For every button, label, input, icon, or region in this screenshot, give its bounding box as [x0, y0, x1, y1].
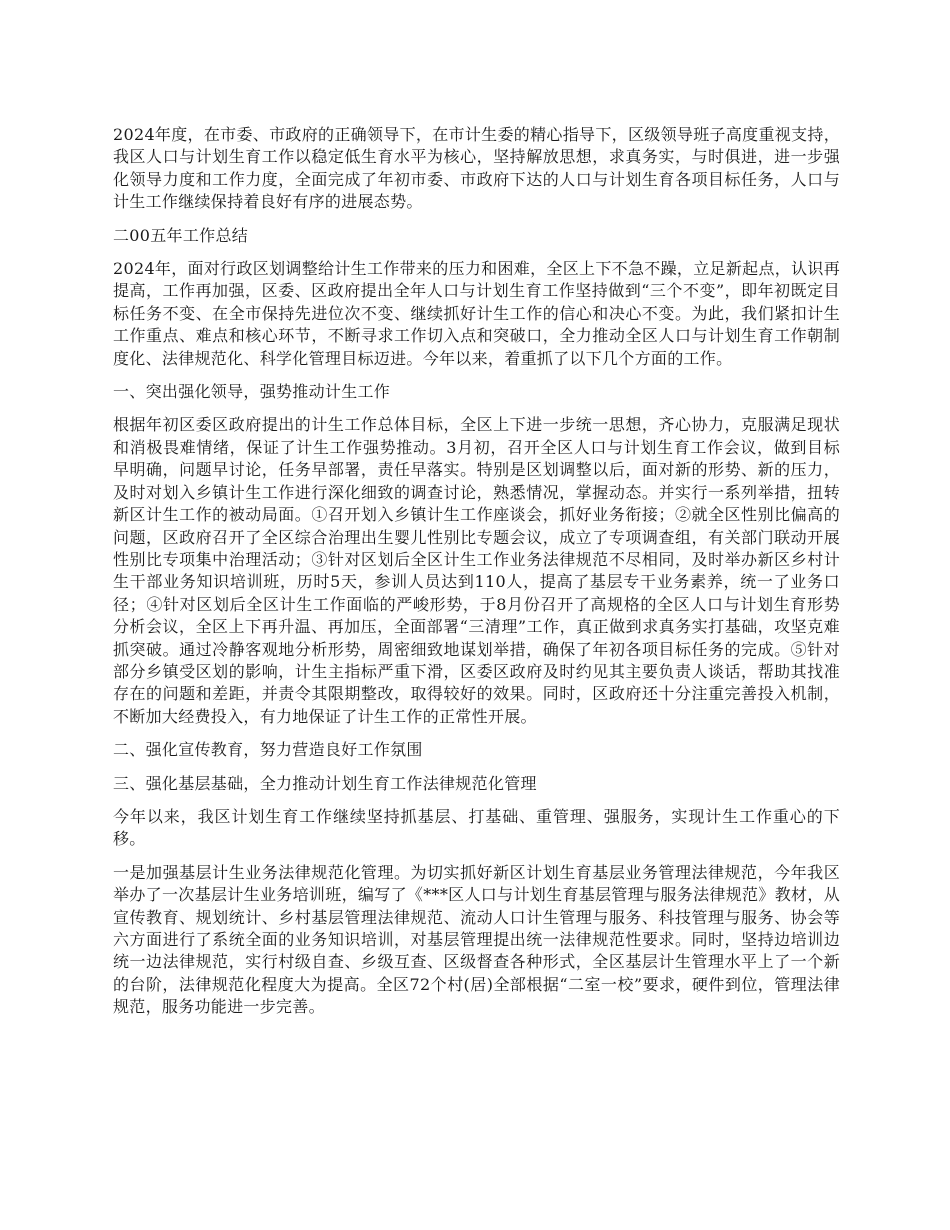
document-body [113, 124, 840, 1030]
grassroots-intro-paragraph: 今年以来，我区计划生育工作继续坚持抓基层、打基础、重管理、强服务，实现计生工作重心的下移。 [113, 806, 840, 849]
section-heading-2: 二、强化宣传教育，努力营造良好工作氛围 [113, 740, 423, 760]
leadership-paragraph: 根据年初区委区政府提出的计生工作总体目标，全区上下进一步统一思想，齐心协力，克服满足现状和消极畏难情绪，保证了计生工作强势推动。3月初，召开全区人口与计划生育工作会议，做到目标早明确，问题早讨论，任务早部署，责任早落实。特别是区划调整以后，面对新的形势、新的压力，及时对划入乡镇计生工作进行深化细致的调查讨论，熟悉情况，掌握动态。并实行一系列举措，扭转新区计生工作的被动局面。①召开划入乡镇计生工作座谈会，抓好业务衔接；②就全区性别比偏高的问题，区政府召开了全区综合治理出生婴儿性别比专题会议，成立了专项调查组，有关部门联动开展性别比专项集中治理活动；③针对区划后全区计生工作业务法律规范不尽相同，及时举办新区乡村计生干部业务知识培训班，历时5天，参训人员达到110人，提高了基层专干业务素养，统一了业务口径；④针对区划后全区计生工作面临的严峻形势，于8月份召开了高规格的全区人口与计划生育形势分析会议，全区上下再升温、再加压，全面部署“三清理”工作，真正做到求真务实打基础，攻坚克难抓突破。通过冷静客观地分析形势，周密细致地谋划举措，确保了年初各项目标任务的完成。⑤针对部分乡镇受区划的影响，计生主指标严重下滑，区委区政府及时约见其主要负责人谈话，帮助其找准存在的问题和差距，并责令其限期整改，取得较好的效果。同时，区政府还十分注重完善投入机制，不断加大经费投入，有力地保证了计生工作的正常性开展。 [113, 415, 840, 726]
section-heading-1: 一、突出强化领导，强势推动计生工作 [113, 382, 391, 402]
overview-paragraph: 2024年，面对行政区划调整给计生工作带来的压力和困难，全区上下不急不躁，立足新起点，认识再提高，工作再加强，区委、区政府提出全年人口与计划生育工作坚持做到“三个不变”，即年初既定目标任务不变、在全市保持先进位次不变、继续抓好计生工作的信心和决心不变。为此，我们紧扣计生工作重点、难点和核心环节，不断寻求工作切入点和突破口，全力推动全区人口与计划生育工作朝制度化、法律规范化、科学化管理目标迈进。今年以来，着重抓了以下几个方面的工作。 [113, 259, 840, 368]
grassroots-management-paragraph: 一是加强基层计生业务法律规范化管理。为切实抓好新区计划生育基层业务管理法律规范，今年我区举办了一次基层计生业务培训班，编写了《***区人口与计划生育基层管理与服务法律规范》教材，从宣传教育、规划统计、乡村基层管理法律规范、流动人口计生管理与服务、科技管理与服务、协会等六方面进行了系统全面的业务知识培训，对基层管理提出统一法律规范性要求。同时，坚持边培训边统一边法律规范，实行村级自查、乡级互查、区级督查各种形式，全区基层计生管理水平上了一个新的台阶，法律规范化程度大为提高。全区72个村(居)全部根据“二室一校”要求，硬件到位，管理法律规范，服务功能进一步完善。 [113, 862, 840, 1017]
section-heading-3: 三、强化基层基础，全力推动计划生育工作法律规范化管理 [113, 773, 537, 793]
section-title-summary: 二00五年工作总结 [113, 225, 249, 245]
intro-paragraph: 2024年度，在市委、市政府的正确领导下，在市计生委的精心指导下，区级领导班子高度重视支持，我区人口与计划生育工作以稳定低生育水平为核心，坚持解放思想，求真务实，与时俱进，进一步强化领导力度和工作力度，全面完成了年初市委、市政府下达的人口与计划生育各项目标任务，人口与计生工作继续保持着良好有序的进展态势。 [113, 125, 840, 212]
